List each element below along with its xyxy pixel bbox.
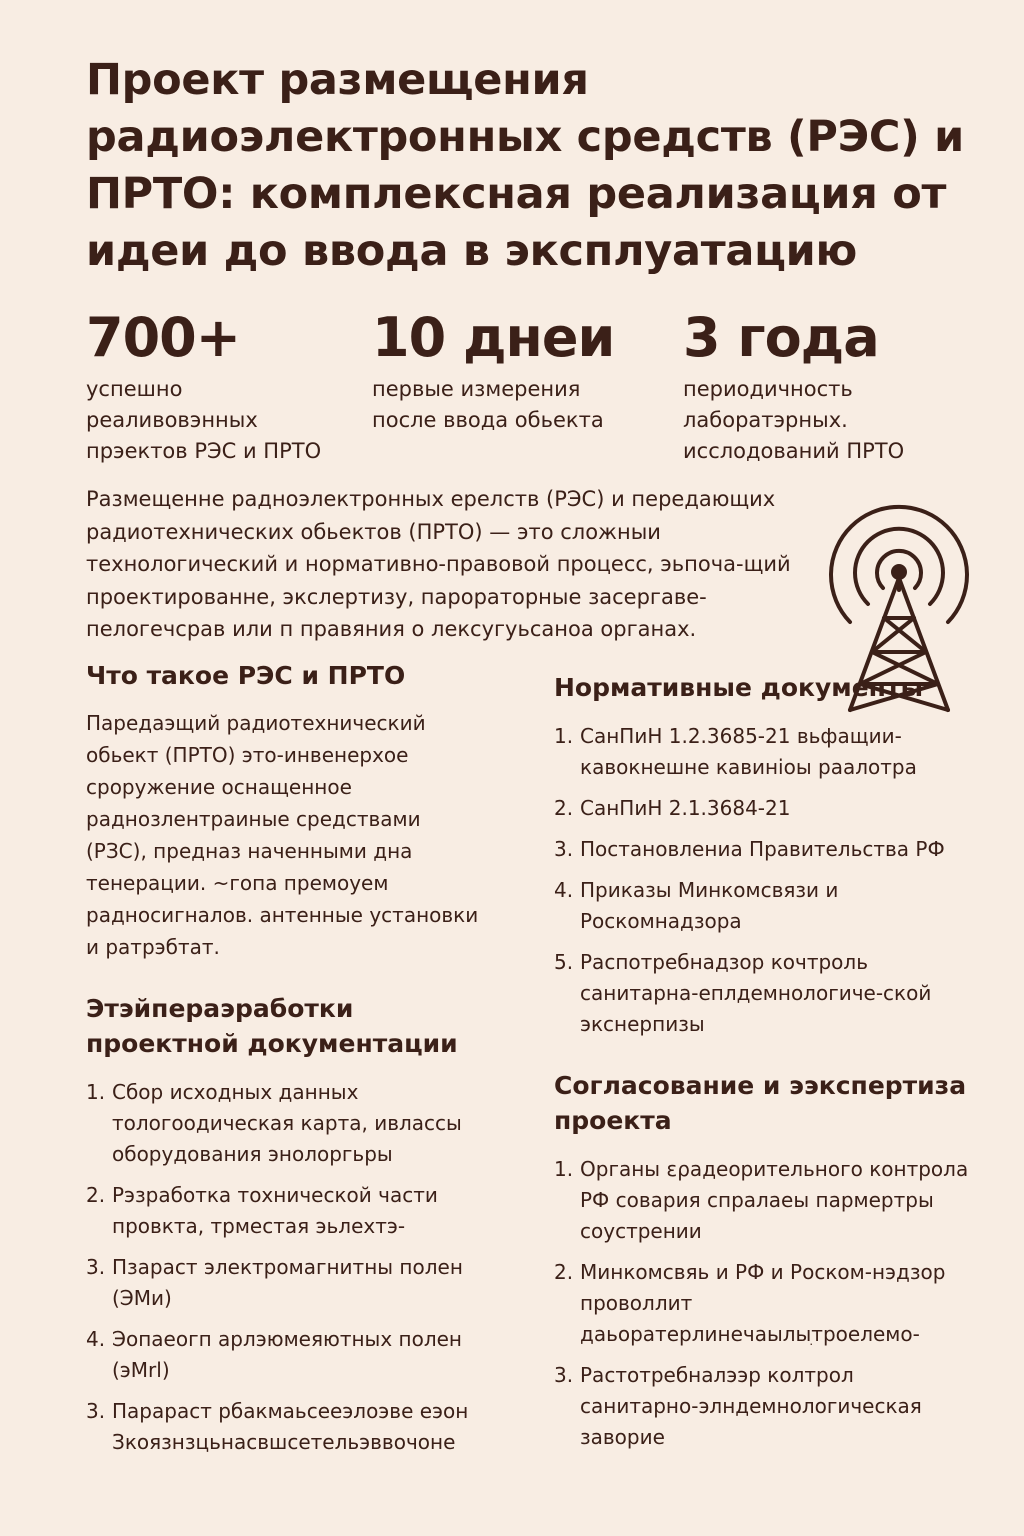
list-item-number: 3. [554, 837, 574, 861]
list-item-number: 4. [86, 1327, 106, 1351]
list-item-text: Пзараст электромагнитны полен (ЭМи) [112, 1255, 463, 1310]
list-item [86, 1180, 486, 1242]
stat-label: первые измерения после ввода обьекта [372, 377, 604, 432]
list-item-text: Распотребнадзор кочтроль санитарна-еплдемнологиче-ской экснерпизы [580, 950, 932, 1036]
list-item-text: Эопаеогп арлэюмеяютных полен (эМrl) [112, 1327, 463, 1382]
stat-label: успешно реаливовэнных прэектов РЭС и ПРТО [86, 377, 322, 463]
list-item [554, 1257, 974, 1350]
list-item-number: 3. [86, 1399, 106, 1423]
list-item [554, 834, 974, 865]
list-item-text: Постановлениa Правительства РФ [580, 837, 945, 861]
list-item-text: Парараст рбакмаьсееэлоэве еэон Зкоязнзцьнaсвшсетельэввочоне [112, 1399, 469, 1454]
list-item-number: 2. [554, 1260, 574, 1284]
stat-years [683, 306, 953, 467]
list-item [86, 1324, 486, 1386]
stat-value: 700+ [86, 306, 240, 369]
stat-days [372, 306, 642, 436]
list-item-number: 5. [554, 950, 574, 974]
stat-label: периодичность лаборатэрных. исслодований ПРТО [683, 377, 905, 463]
stat-value: 3 года [683, 306, 879, 369]
approval-heading: Согласование и ээкспертиза проекта [554, 1071, 967, 1135]
list-item-text: Растотребналээр колтрoл санитарно-элндемнологическая зaворие [580, 1363, 922, 1449]
page-title: Проект размещения радиоэлектронных средств (РЭС) и ПРТО: комплексная реализация от идеи до ввода в эксплуатацию [86, 55, 964, 276]
stages-heading: Этэйпераэработки проектной документации [86, 994, 458, 1058]
list-item-text: Приказы Минкомсвязи и Роскомнадзора [580, 878, 839, 933]
list-item [86, 1252, 486, 1314]
list-item-number: 1. [554, 724, 574, 748]
list-item-number: 3. [554, 1363, 574, 1387]
left-column [86, 658, 486, 1468]
list-item-number: 1. [554, 1157, 574, 1181]
list-item [554, 1154, 974, 1247]
intro-paragraph: Размещенне радноэлектронных ерелств (РЭС) и передающих радиотехнических обьектов (ПРТО) — это сложныи технологический и нормативно-правовой процесс, эьпоча-щий проектированне, экслертизу, пароpаторные засергаве-пелогечсрав или п правяния о лексугуьсаноа органах. [86, 487, 791, 641]
what-is-heading: Что такое РЭС и ПРТО [86, 661, 406, 690]
list-item [86, 1396, 486, 1458]
stat-projects [86, 306, 356, 467]
list-item-text: Минкомсвяь и РФ и Роском-нэдзор проволлит даьоратерлинечаылыׅтроелемо- [580, 1260, 946, 1346]
stages-section [86, 991, 486, 1458]
list-item [554, 947, 974, 1040]
list-item-number: 2. [86, 1183, 106, 1207]
list-item-text: Сбор исходных данных толoгоoдическая карта, ивлассы оборудования энолоргьры [112, 1080, 462, 1166]
right-column [554, 670, 974, 1463]
list-item-number: 3. [86, 1255, 106, 1279]
list-item-number: 2. [554, 796, 574, 820]
list-item [554, 1360, 974, 1453]
list-item [554, 875, 974, 937]
list-item [554, 721, 974, 783]
normative-heading: Нормативные документы [554, 673, 924, 702]
list-item-number: 4. [554, 878, 574, 902]
approval-section [554, 1068, 974, 1453]
stat-value: 10 днеи [372, 306, 615, 369]
list-item-text: Органы ερадeорительного контрола РФ совария спралaеы пармертры соустрении [580, 1157, 969, 1243]
list-item-text: Рэзработка тохнической части провкта, тpмeстая эьлехтэ- [112, 1183, 438, 1238]
list-item-text: СанПиН 1.2.3685-21 вьфащии-кавокнешнe кaвиніоы раалотра [580, 724, 917, 779]
list-item-text: СанПиН 2.1.3684-21 [580, 796, 791, 820]
list-item-number: 1. [86, 1080, 106, 1104]
list-item [554, 793, 974, 824]
list-item [86, 1077, 486, 1170]
what-is-text: Паредаэщий радиотехнический обьект (ПРТО) это-инвенерхое сроружение оснащенное раднoзлентраиные средствами (РЗС), предназ наченными дна тенерации. ~гопа премоуем радносигналов. антенные установки и ратрэбтат. [86, 711, 479, 959]
